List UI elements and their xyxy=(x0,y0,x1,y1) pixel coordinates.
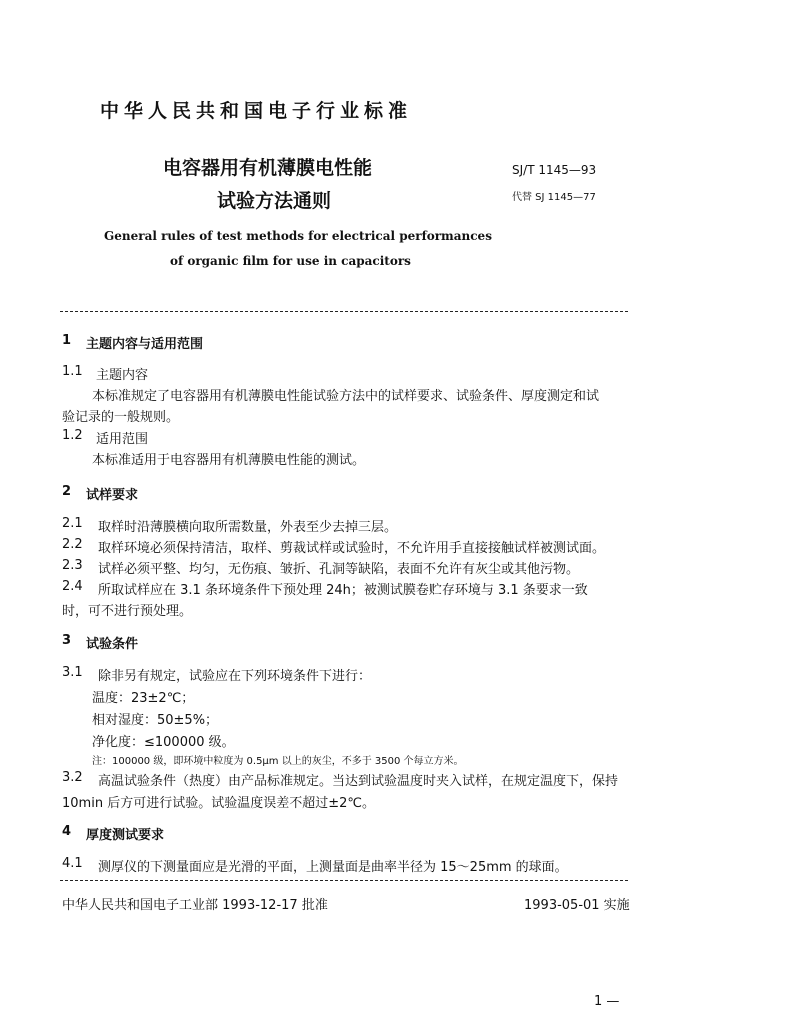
condition-humidity: 相对湿度：50±5%； xyxy=(92,713,219,728)
section-2-3-number: 2.3 xyxy=(62,558,83,573)
section-1-2-title: 适用范围 xyxy=(96,432,149,447)
standard-number: SJ/T 1145—93 xyxy=(512,163,597,177)
section-2-title: 试样要求 xyxy=(86,488,139,503)
footer-divider xyxy=(60,880,628,881)
section-1-1-title: 主题内容 xyxy=(96,368,149,383)
section-4-title: 厚度测试要求 xyxy=(86,828,165,843)
condition-cleanliness: 净化度：≤100000 级。 xyxy=(92,735,235,750)
section-3-number: 3 xyxy=(62,633,72,648)
section-2-number: 2 xyxy=(62,484,72,499)
section-2-1-number: 2.1 xyxy=(62,516,83,531)
section-2-1-text: 取样时沿薄膜横向取所需数量，外表至少去掉三层。 xyxy=(98,520,398,535)
section-1-1-text-line1: 本标准规定了电容器用有机薄膜电性能试验方法中的试样要求、试验条件、厚度测定和试 xyxy=(92,389,600,404)
section-3-2-text-line2: 10min 后方可进行试验。试验温度误差不超过±2℃。 xyxy=(62,796,375,811)
implementation-date: 1993-05-01 实施 xyxy=(524,898,630,913)
industry-standard-heading: 中华人民共和国电子行业标准 xyxy=(100,100,413,122)
section-3-1-number: 3.1 xyxy=(62,665,83,680)
section-1-2-text: 本标准适用于电容器用有机薄膜电性能的测试。 xyxy=(92,453,366,468)
replaces-standard: 代替 SJ 1145—77 xyxy=(512,192,596,203)
section-2-4-text-line1: 所取试样应在 3.1 条环境条件下预处理 24h；被测试膜卷贮存环境与 3.1 条要求一致 xyxy=(98,583,588,598)
section-1-1-number: 1.1 xyxy=(62,364,83,379)
condition-temperature: 温度：23±2℃； xyxy=(92,691,195,706)
approval-line: 中华人民共和国电子工业部 1993-12-17 批准 xyxy=(62,898,328,913)
section-4-1-text: 测厚仪的下测量面应是光滑的平面，上测量面是曲率半径为 15～25mm 的球面。 xyxy=(98,860,568,875)
section-2-3-text: 试样必须平整、均匀，无伤痕、皱折、孔洞等缺陷，表面不允许有灰尘或其他污物。 xyxy=(98,562,580,577)
section-1-2-number: 1.2 xyxy=(62,428,83,443)
section-3-1-text: 除非另有规定，试验应在下列环境条件下进行： xyxy=(98,669,372,684)
english-title-line1: General rules of test methods for electrical performances xyxy=(104,229,492,243)
section-2-2-text: 取样环境必须保持清洁，取样、剪裁试样或试验时，不允许用手直接接触试样被测试面。 xyxy=(98,541,606,556)
section-1-title: 主题内容与适用范围 xyxy=(86,337,204,352)
english-title-line2: of organic film for use in capacitors xyxy=(170,254,411,268)
section-2-4-number: 2.4 xyxy=(62,579,83,594)
section-3-1-note: 注：100000 级，即环境中粒度为 0.5μm 以上的灰尘，不多于 3500 个每立方米。 xyxy=(92,756,464,767)
section-4-1-number: 4.1 xyxy=(62,856,83,871)
section-1-1-text-line2: 验记录的一般规则。 xyxy=(62,410,180,425)
section-4-number: 4 xyxy=(62,824,72,839)
header-divider xyxy=(60,311,628,312)
section-2-2-number: 2.2 xyxy=(62,537,83,552)
section-3-title: 试验条件 xyxy=(86,637,139,652)
section-3-2-number: 3.2 xyxy=(62,770,83,785)
page-number: 1 — xyxy=(594,994,620,1009)
document-title-line2: 试验方法通则 xyxy=(217,190,332,212)
section-1-number: 1 xyxy=(62,333,72,348)
section-3-2-text-line1: 高温试验条件（热度）由产品标准规定。当达到试验温度时夹入试样，在规定温度下，保持 xyxy=(98,774,619,789)
document-title-line1: 电容器用有机薄膜电性能 xyxy=(163,157,373,179)
section-2-4-text-line2: 时，可不进行预处理。 xyxy=(62,604,193,619)
